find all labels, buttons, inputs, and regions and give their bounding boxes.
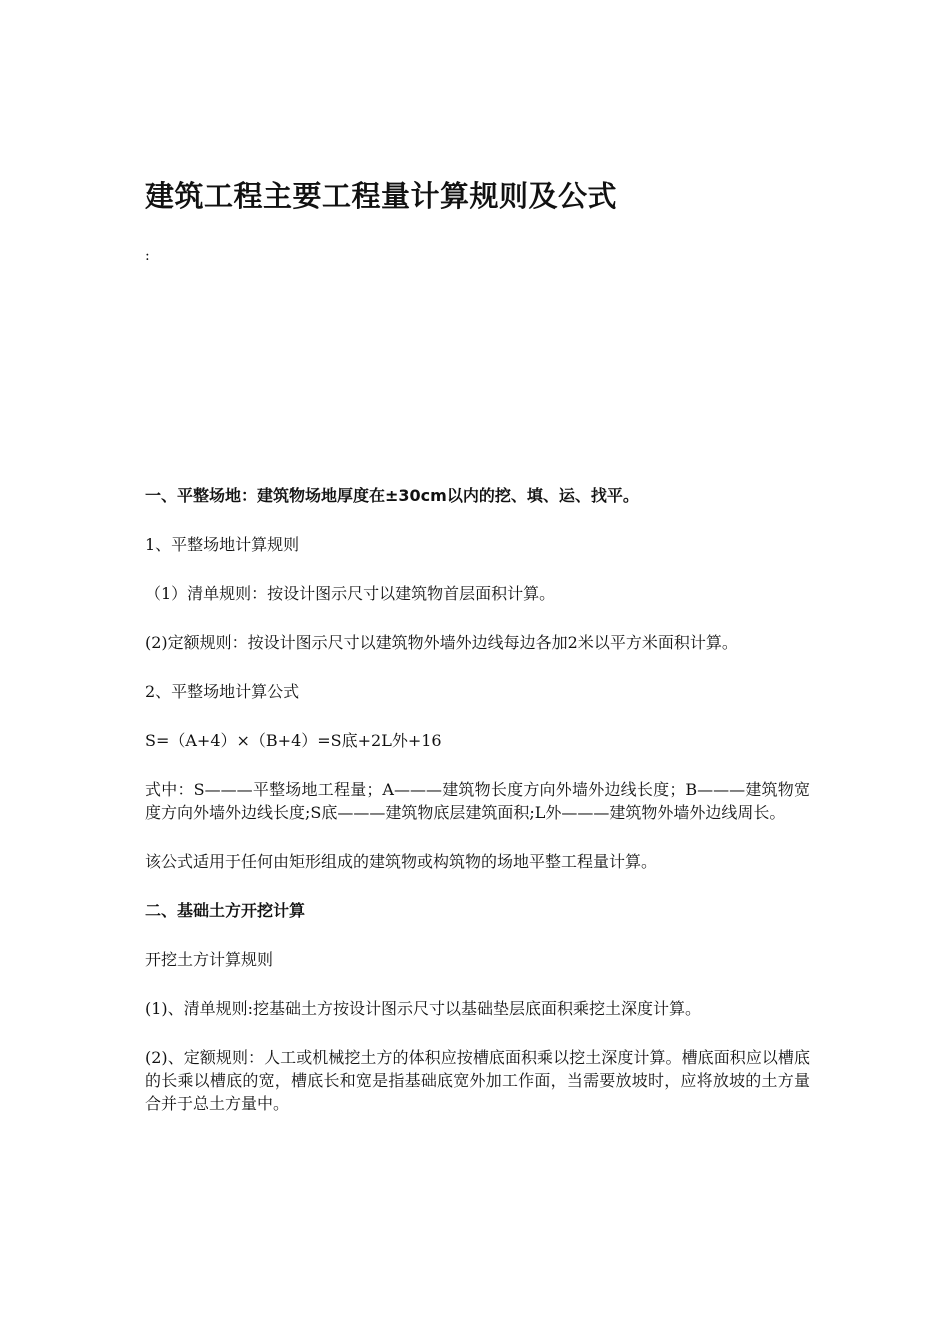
section-2-rule-1: (1)、清单规则:挖基础土方按设计图示尺寸以基础垫层底面积乘挖土深度计算。	[145, 999, 702, 1018]
document-body	[145, 484, 810, 1141]
section-1-applicability: 该公式适用于任何由矩形组成的建筑物或构筑物的场地平整工程量计算。	[145, 852, 658, 871]
section-1-formula-heading: 2、平整场地计算公式	[145, 682, 300, 701]
section-1-formula-note: 式中：S———平整场地工程量；A———建筑物长度方向外墙外边线长度；B———建筑物宽度方向外墙外边线长度;S底———建筑物底层建筑面积;L外———建筑物外墙外边线周长。	[145, 780, 810, 822]
section-1-formula: S=（A+4）×（B+4）=S底+2L外+16	[145, 731, 442, 750]
document-page	[145, 0, 810, 1344]
colon-mark: :	[145, 248, 150, 264]
section-2-heading: 二、基础土方开挖计算	[145, 901, 306, 920]
section-1-rules-heading: 1、平整场地计算规则	[145, 535, 300, 554]
section-2-rule-2: (2)、定额规则：人工或机械挖土方的体积应按槽底面积乘以挖土深度计算。槽底面积应以槽底的长乘以槽底的宽，槽底长和宽是指基础底宽外加工作面，当需要放坡时，应将放坡的土方量合并于总土方量中。	[145, 1048, 810, 1113]
section-2-rules-heading: 开挖土方计算规则	[145, 950, 274, 969]
section-1-rule-1: （1）清单规则：按设计图示尺寸以建筑物首层面积计算。	[145, 584, 556, 603]
document-title: 建筑工程主要工程量计算规则及公式	[145, 179, 618, 213]
section-1-heading: 一、平整场地：建筑物场地厚度在±30cm以内的挖、填、运、找平。	[145, 486, 639, 505]
section-1-rule-2: (2)定额规则：按设计图示尺寸以建筑物外墙外边线每边各加2米以平方米面积计算。	[145, 633, 738, 652]
